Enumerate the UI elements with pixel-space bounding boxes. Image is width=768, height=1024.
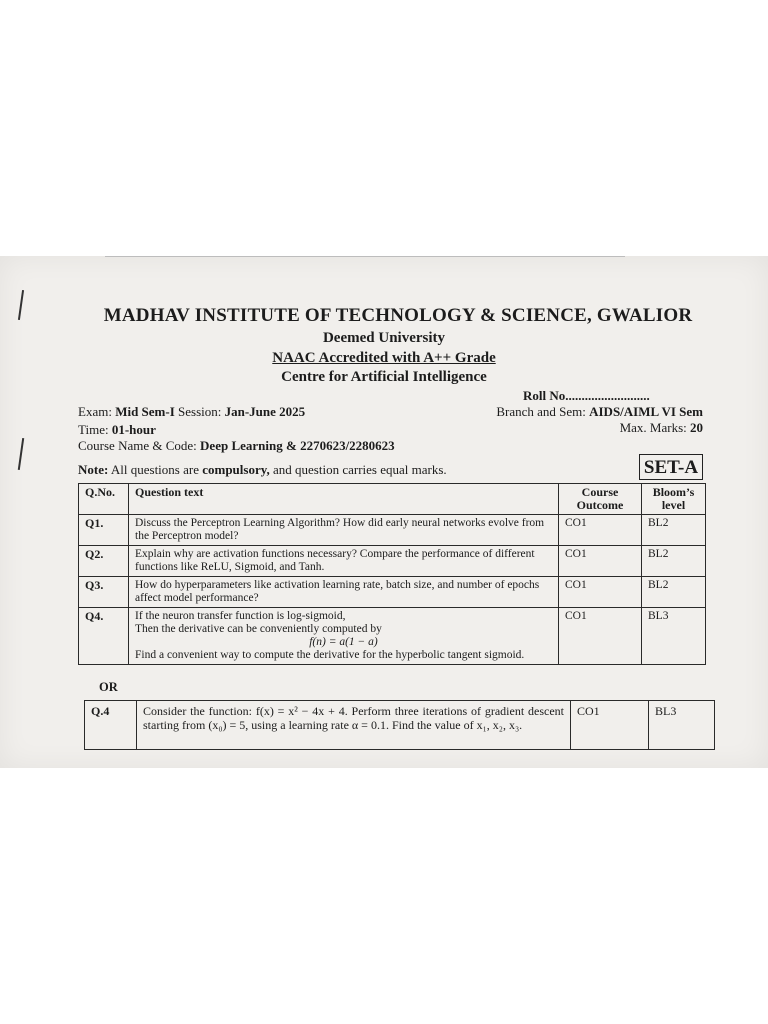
course-outcome: CO1 (559, 546, 642, 577)
note-post: and question carries equal marks. (273, 462, 447, 477)
time-label: Time: (78, 422, 109, 437)
table-row (79, 515, 706, 546)
time-line (78, 422, 156, 438)
question-line: Find a convenient way to compute the derivative for the hyperbolic tangent sigmoid. (135, 649, 525, 661)
course-outcome: CO1 (559, 608, 642, 665)
institute-name: MADHAV INSTITUTE OF TECHNOLOGY & SCIENCE, GWALIOR (103, 305, 693, 326)
paper-top-edge (105, 256, 625, 257)
marks-label: Max. Marks: (619, 420, 687, 435)
question-number: Q1. (79, 515, 129, 546)
exam-session-line (78, 404, 305, 420)
header-bl-line2: level (661, 498, 686, 512)
university-line: Deemed University (322, 330, 446, 346)
header-bl-line1: Bloom’s (652, 485, 695, 499)
max-marks-line (620, 420, 703, 436)
question-text: How do hyperparameters like activation learning rate, batch size, and number of epochs affect model performance? (129, 577, 559, 608)
table-row (79, 577, 706, 608)
header-bloom-level (642, 484, 706, 515)
table-header-row (79, 484, 706, 515)
branch-label: Branch and Sem: (496, 404, 586, 419)
course-outcome: CO1 (559, 515, 642, 546)
header-question: Question text (129, 484, 559, 515)
course-line (78, 438, 395, 454)
exam-label: Exam: (78, 404, 112, 419)
question-text (129, 608, 559, 665)
note-label: Note: (78, 462, 109, 477)
question-number: Q4. (79, 608, 129, 665)
question-text: Consider the function: f(x) = x² − 4x + 4. Perform three iterations of gradient descent starting from (x₀) = 5, using a learning rate α = 0.1. Find the value of x₁, x₂, x₃. (137, 701, 571, 750)
question-number: Q.4 (85, 701, 137, 750)
header-qno: Q.No. (79, 484, 129, 515)
question-table (78, 483, 706, 665)
course-outcome: CO1 (559, 577, 642, 608)
question-line: Then the derivative can be conveniently computed by (135, 623, 382, 635)
derivative-formula: f(n) = a(1 − a) (309, 636, 378, 648)
marks-value: 20 (690, 420, 703, 435)
roll-no-field: Roll No.......................... (523, 388, 650, 403)
session-value: Jan-June 2025 (224, 404, 306, 419)
table-row (79, 608, 706, 665)
question-number: Q2. (79, 546, 129, 577)
bloom-level: BL3 (649, 701, 715, 750)
centre-line: Centre for Artificial Intelligence (281, 369, 487, 385)
time-value: 01-hour (111, 422, 156, 437)
accreditation-line: NAAC Accredited with A++ Grade (272, 350, 496, 366)
course-label: Course Name & Code: (78, 438, 197, 453)
bloom-level: BL2 (642, 515, 706, 546)
table-row (79, 546, 706, 577)
exam-value: Mid Sem-I (115, 404, 175, 419)
or-separator: OR (99, 680, 118, 694)
header-course-outcome (559, 484, 642, 515)
course-outcome: CO1 (571, 701, 649, 750)
alternative-question-table (84, 700, 715, 750)
bloom-level: BL2 (642, 577, 706, 608)
question-text: Explain why are activation functions necessary? Compare the performance of different functions like ReLU, Sigmoid, and Tanh. (129, 546, 559, 577)
bloom-level: BL3 (642, 608, 706, 665)
header-co-line2: Outcome (576, 498, 624, 512)
bloom-level: BL2 (642, 546, 706, 577)
table-row (85, 701, 715, 750)
question-text: Discuss the Perceptron Learning Algorithm? How did early neural networks evolve from the Perceptron model? (129, 515, 559, 546)
note-pre: All questions are (110, 462, 199, 477)
set-badge: SET-A (639, 454, 703, 480)
note-line (78, 462, 447, 478)
branch-sem-line (496, 404, 703, 420)
branch-value: AIDS/AIML VI Sem (589, 404, 703, 419)
note-bold: compulsory, (202, 462, 270, 477)
header-co-line1: Course (581, 485, 619, 499)
question-number: Q3. (79, 577, 129, 608)
question-line: If the neuron transfer function is log-sigmoid, (135, 610, 346, 622)
session-label: Session: (178, 404, 222, 419)
course-value: Deep Learning & 2270623/2280623 (200, 438, 395, 453)
